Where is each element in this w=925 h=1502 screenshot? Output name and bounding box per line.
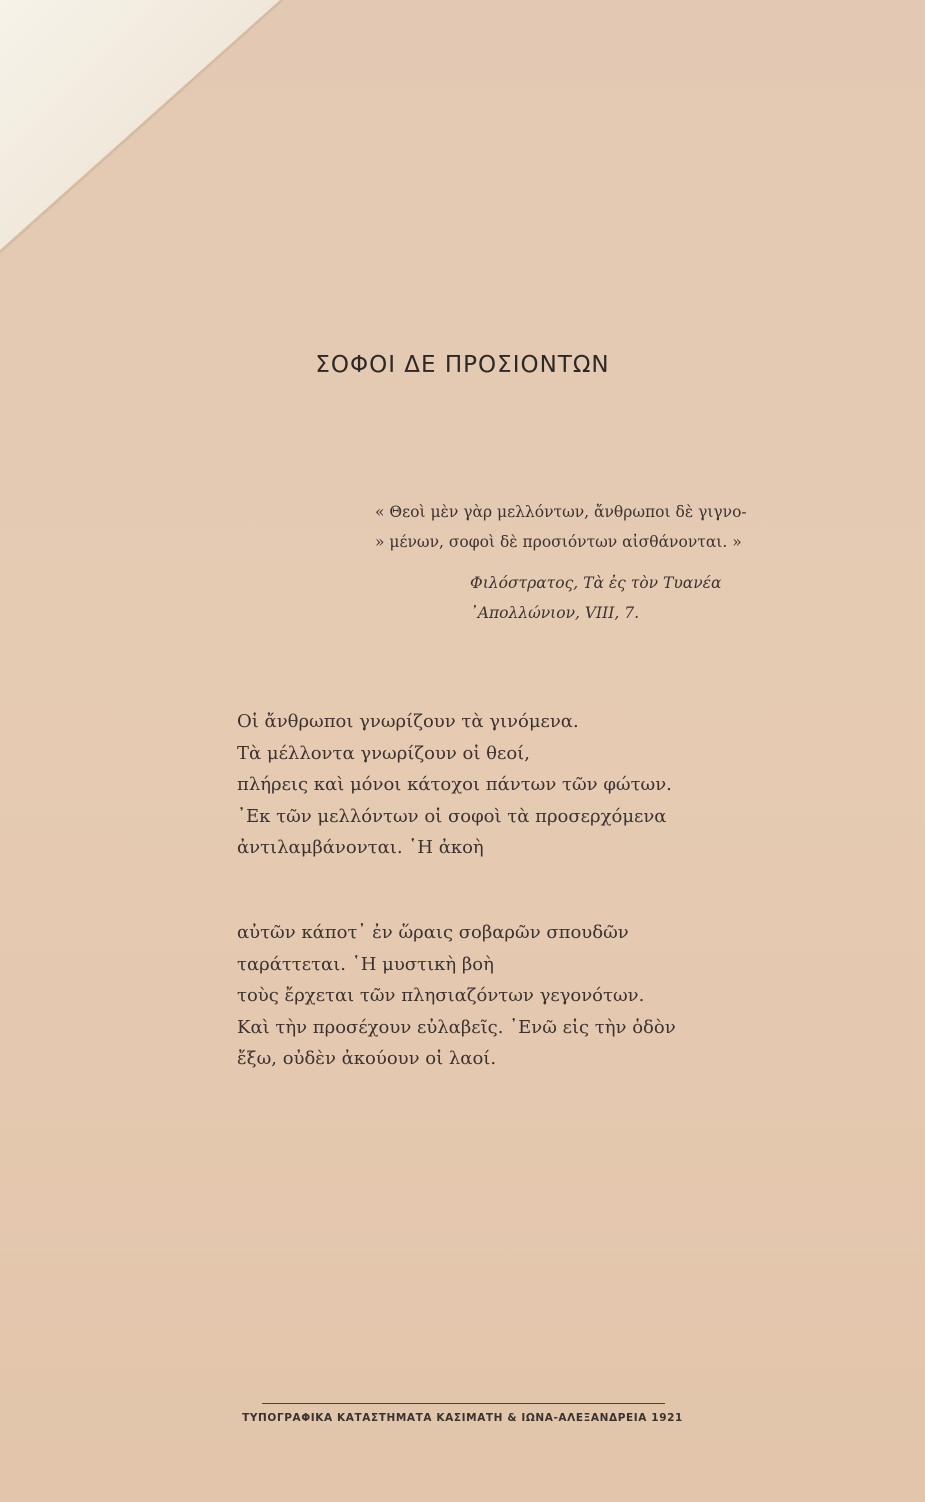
poem-line: Καὶ τὴν προσέχουν εὐλαβεῖς. ᾿Ενῶ εἰς τὴν ὁδὸν	[237, 1016, 676, 1038]
citation-line: ᾿Απολλώνιον, VIII, 7.	[470, 604, 640, 622]
poem-line: αὐτῶν κάποτ᾿ ἐν ὥραις σοβαρῶν σπουδῶν	[237, 922, 629, 943]
folded-corner	[0, 0, 280, 250]
footer-rule	[262, 1403, 665, 1404]
poem-line: Οἱ ἄνθρωποι γνωρίζουν τὰ γινόμενα.	[237, 711, 579, 732]
epigraph	[375, 497, 795, 557]
page-title: ΣΟΦΟΙ ΔΕ ΠΡΟΣΙΟΝΤΩΝ	[315, 352, 610, 378]
epigraph-line: « Θεοὶ μὲν γὰρ μελλόντων, ἄνθρωποι δὲ γιγνο-	[375, 503, 747, 521]
poem-line: ταράττεται. ῾Η μυστικὴ βοὴ	[237, 953, 494, 975]
poem-line: ἔξω, οὐδὲν ἀκούουν οἱ λαοί.	[237, 1048, 497, 1069]
poem-stanza-1	[237, 706, 737, 864]
citation-line: Φιλόστρατος, Τὰ ἐς τὸν Τυανέα	[470, 574, 722, 592]
poem-stanza-2	[237, 917, 737, 1075]
poem-line: Τὰ μέλλοντα γνωρίζουν οἱ θεοί,	[237, 742, 530, 764]
poem-line: πλήρεις καὶ μόνοι κάτοχοι πάντων τῶν φώτων.	[237, 774, 672, 795]
citation	[470, 568, 800, 628]
poem-line: τοὺς ἔρχεται τῶν πλησιαζόντων γεγονότων.	[237, 985, 645, 1006]
poem-line: ἀντιλαμβάνονται. ῾Η ἀκοὴ	[237, 837, 484, 858]
epigraph-line: » μένων, σοφοὶ δὲ προσιόντων αἰσθάνονται. »	[375, 533, 742, 551]
printer-imprint: ΤΥΠΟΓΡΑΦΙΚΑ ΚΑΤΑΣΤΗΜΑΤΑ ΚΑΣΙΜΑΤΗ & ΙΩΝΑ-ΑΛΕΞΑΝΔΡΕΙΑ 1921	[242, 1412, 683, 1424]
poem-line: ᾿Εκ τῶν μελλόντων οἱ σοφοὶ τὰ προσερχόμενα	[237, 805, 667, 827]
